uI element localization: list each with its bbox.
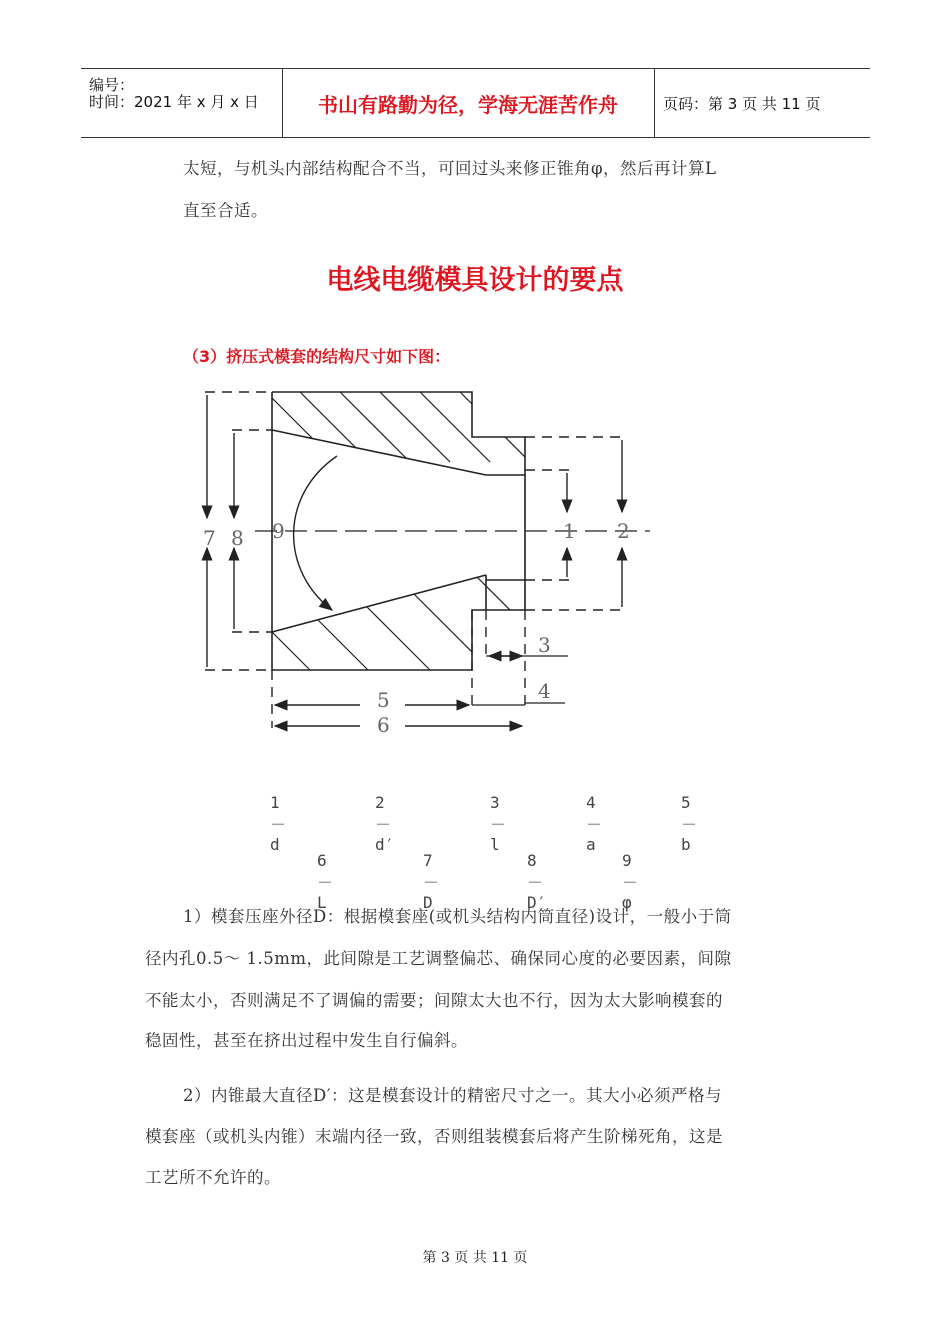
legend-item: 9－φ: [622, 851, 639, 912]
intro-line-2: 直至合适。: [183, 201, 268, 220]
dimension-label-5: 5: [377, 688, 390, 712]
header-page-info: 页码：第 3 页 共 11 页: [663, 94, 821, 113]
para1-line-2: 径内孔0.5～ 1.5mm，此间隙是工艺调整偏芯、确保同心度的必要因素，间隙: [145, 949, 732, 968]
legend-item: 1－d: [270, 793, 287, 854]
dimension-guides: [472, 656, 568, 705]
dimension-label-2: 2: [617, 519, 630, 543]
para1-line-4: 稳固性，甚至在挤出过程中发生自行偏斜。: [145, 1031, 468, 1050]
page-header: [81, 68, 870, 138]
dimension-arrows: [207, 395, 622, 726]
para1-line-3: 不能太小，否则满足不了调偏的需要；间隙太大也不行，因为太大影响模套的: [145, 991, 723, 1010]
die-sleeve-diagram: [190, 380, 670, 740]
page-title: 电线电缆模具设计的要点: [326, 265, 624, 296]
bottom-hatching: [272, 570, 530, 670]
legend-item: 3－l: [490, 793, 507, 854]
legend-item: 2－d′: [375, 793, 395, 854]
extension-lines: [205, 392, 625, 728]
time-label: 时间：2021 年 x 月 x 日: [89, 93, 259, 111]
dimension-label-7: 7: [203, 526, 216, 550]
intro-line-1: 太短，与机头内部结构配合不当，可回过头来修正锥角φ，然后再计算L: [183, 159, 717, 178]
legend-item: 7－D: [423, 851, 440, 912]
legend-item: 8－D′: [527, 851, 547, 912]
page-footer: 第 3 页 共 11 页: [422, 1250, 528, 1266]
header-motto: 书山有路勤为径，学海无涯苦作舟: [282, 69, 655, 137]
dimension-label-6: 6: [377, 713, 390, 737]
para2-line-1: 2）内锥最大直径D′：这是模套设计的精密尺寸之一。其大小必须严格与: [183, 1086, 722, 1105]
dimension-label-3: 3: [538, 633, 551, 657]
para2-line-2: 模套座（或机头内锥）末端内径一致，否则组装模套后将产生阶梯死角，这是: [145, 1127, 723, 1146]
para1-line-1: 1）模套压座外径D：根据模套座(或机头结构内筒直径)设计，一般小于筒: [183, 907, 732, 926]
dimension-label-8: 8: [231, 526, 244, 550]
legend-item: 4－a: [586, 793, 603, 854]
header-meta-cell: [81, 69, 283, 137]
dimension-label-9: 9: [272, 519, 285, 543]
legend-item: 6－L: [317, 851, 334, 912]
sleeve-outline: [272, 392, 525, 670]
dimension-label-4: 4: [538, 679, 551, 703]
top-hatching: [272, 392, 530, 462]
dimension-label-1: 1: [563, 519, 576, 543]
section-subtitle: （3）挤压式模套的结构尺寸如下图：: [183, 347, 451, 366]
serial-label: 编号：: [89, 76, 135, 94]
para2-line-3: 工艺所不允许的。: [145, 1168, 281, 1187]
legend-item: 5－b: [681, 793, 698, 854]
